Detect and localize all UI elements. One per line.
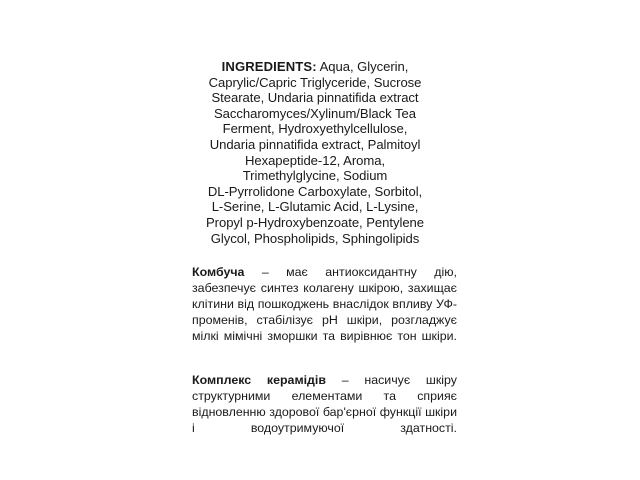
ingredients-section bbox=[168, 59, 462, 246]
description-paragraph-kombucha bbox=[192, 264, 457, 361]
ingredients-line: Saccharomyces/Xylinum/Black Tea bbox=[214, 105, 416, 121]
ingredients-heading: INGREDIENTS: bbox=[221, 59, 317, 74]
ingredients-line: Undaria pinnatifida extract, Palmitoyl bbox=[209, 136, 421, 152]
ingredients-line: Caprylic/Capric Triglyceride, Sucrose bbox=[208, 74, 422, 90]
paragraph-text bbox=[192, 372, 457, 452]
ingredients-line: Hexapeptide-12, Aroma, bbox=[244, 152, 386, 168]
ingredients-line: DL-Pyrrolidone Carboxylate, Sorbitol, bbox=[207, 183, 423, 199]
description-paragraph-ceramide-complex bbox=[192, 372, 457, 452]
paragraph-lead-in: Комплекс керамідів bbox=[192, 373, 326, 387]
paragraph-lead-in: Комбуча bbox=[192, 265, 245, 279]
ingredients-line bbox=[168, 59, 462, 75]
paragraph-body: – має антиоксидантну дію, забезпечує синтез колагену шкірою, захищає клітини від пошкоджень внаслідок впливу УФ-променів, стабілізує pH шкіри, розгладжує мілкі мімічні зморшки та вирівнює тон шкіри. bbox=[192, 265, 457, 344]
ingredients-line: L-Serine, L-Glutamic Acid, L-Lysine, bbox=[211, 199, 419, 215]
paragraph-text bbox=[192, 264, 457, 361]
ingredients-line: Propyl p-Hydroxybenzoate, Pentylene bbox=[205, 214, 425, 230]
ingredients-line: Trimethylglycine, Sodium bbox=[242, 168, 388, 184]
ingredients-line: Ferment, Hydroxyethylcellulose, bbox=[222, 121, 408, 137]
ingredients-line: Glycol, Phospholipids, Sphingolipids bbox=[210, 230, 420, 246]
ingredients-line-text: Aqua, Glycerin, bbox=[316, 59, 409, 74]
paragraph-body: – насичує шкіру структурними елементами та сприяє відновленню здорової бар'єрної функції шкіри і водоутримуючої здатності. bbox=[192, 373, 457, 436]
ingredients-line: Stearate, Undaria pinnatifida extract bbox=[211, 90, 419, 106]
